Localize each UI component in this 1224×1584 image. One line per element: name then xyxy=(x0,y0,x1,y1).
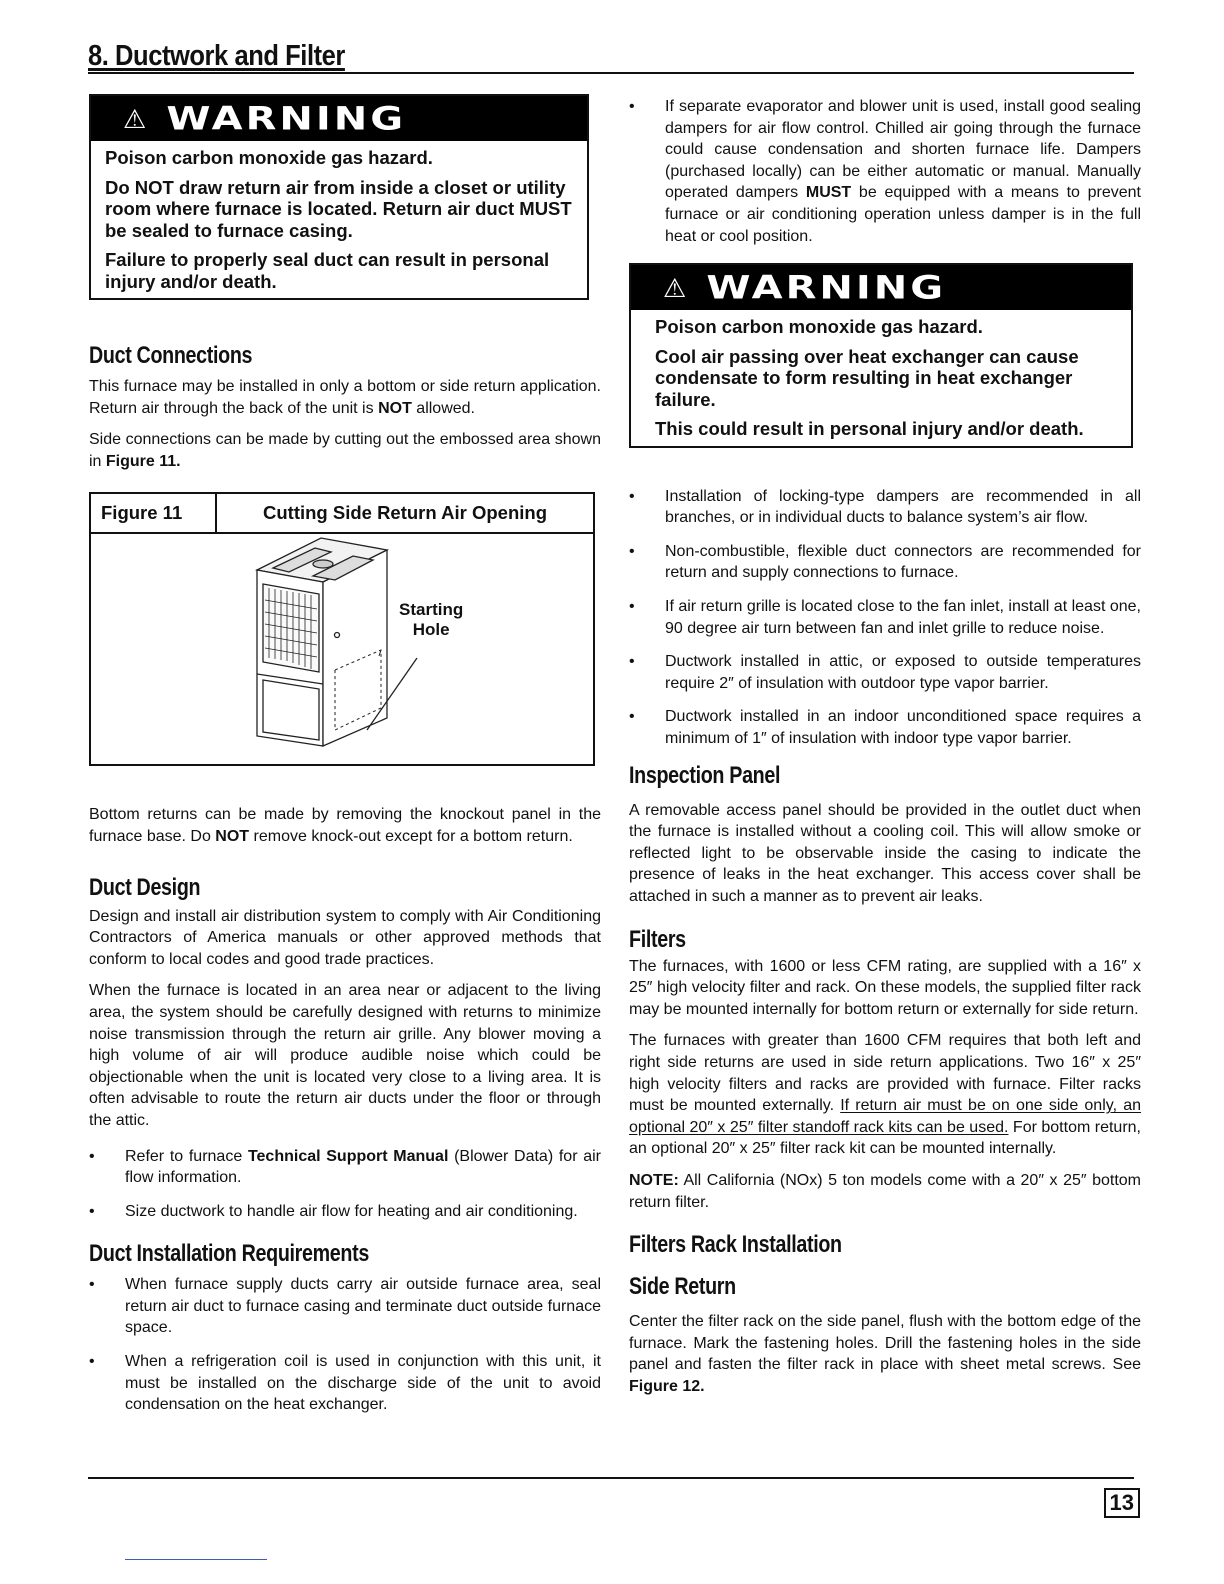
paragraph: Center the filter rack on the side panel, flush with the bottom edge of the furnace. Mark the fastening holes. Drill the fastening holes in the side panel and fasten the filter rack in place with sheet metal screws. See Figure 12. xyxy=(629,1313,1141,1395)
list-item: • Ductwork installed in an indoor unconditioned space requires a minimum of 1″ of insulation with indoor type vapor barrier. xyxy=(629,706,1141,749)
title-rule xyxy=(88,72,1134,74)
paragraph: A removable access panel should be provided in the outlet duct when the furnace is installed without a cooling coil. This will allow smoke or reflected light to be observable inside the casing to indicate the presence of leaks in the heat exchanger. This access cover shall be attached in such a manner as to prevent air leaks. xyxy=(629,801,1141,905)
right-column xyxy=(629,96,1141,1407)
footer-rule xyxy=(88,1477,1134,1479)
figure-header xyxy=(91,494,593,534)
page-number: 13 xyxy=(1104,1488,1140,1518)
furnace-illustration xyxy=(91,532,593,766)
bottom-decorative-line xyxy=(125,1559,267,1560)
list-item: • Non-combustible, flexible duct connectors are recommended for return and supply connections to furnace. xyxy=(629,541,1141,584)
section-heading-duct-installation: Duct Installation Requirements xyxy=(89,1240,369,1268)
note-paragraph: NOTE: All California (NOx) 5 ton models come with a 20″ x 25″ bottom return filter. xyxy=(629,1171,1141,1211)
page-title: 8. Ductwork and Filter xyxy=(88,40,345,72)
paragraph: When the furnace is located in an area near or adjacent to the living area, the system should be carefully designed with returns to minimize noise transmission through the return air grille. Any blower moving a high volume of air will produce audible noise which could be objectionable when the unit is located very close to a living area. It is often advisable to route the return air ducts under the floor or through the attic. xyxy=(89,982,601,1129)
warning-line: This could result in personal injury and/or death. xyxy=(655,418,1084,440)
warning-label: WARNING xyxy=(166,100,407,137)
paragraph: The furnaces, with 1600 or less CFM rating, are supplied with a 16″ x 25″ high velocity filter and rack. On these models, the supplied filter rack may be mounted internally for bottom return or externally for side return. xyxy=(629,957,1141,1018)
list-item: • Size ductwork to handle air flow for heating and air conditioning. xyxy=(89,1201,601,1223)
paragraph: Design and install air distribution system to comply with Air Conditioning Contractors of America manuals or other approved methods that conform to local codes and good trade practices. xyxy=(89,907,601,968)
starting-hole-label: Starting Hole xyxy=(399,600,464,640)
warning-triangle-icon: ⚠ xyxy=(663,272,687,303)
figure-11 xyxy=(89,492,595,766)
section-heading-inspection-panel: Inspection Panel xyxy=(629,761,781,789)
figure-number: Figure 11 xyxy=(91,494,217,532)
warning-line: Poison carbon monoxide gas hazard. xyxy=(105,147,433,168)
warning-body xyxy=(91,141,587,298)
bullet-list xyxy=(629,96,1141,247)
section-heading-filters-rack: Filters Rack Installation xyxy=(629,1231,842,1259)
list-item: • Ductwork installed in attic, or exposed to outside temperatures require 2″ of insulation with outdoor type vapor barrier. xyxy=(629,651,1141,694)
warning-line: Cool air passing over heat exchanger can cause condensate to form resulting in heat exchanger failure. xyxy=(655,345,1079,410)
paragraph: Bottom returns can be made by removing the knockout panel in the furnace base. Do NOT remove knock-out except for a bottom return. xyxy=(89,806,601,845)
list-item: • When a refrigeration coil is used in conjunction with this unit, it must be installed on the discharge side of the unit to avoid condensation on the heat exchanger. xyxy=(89,1351,601,1416)
paragraph: Side connections can be made by cutting out the embossed area shown in Figure 11. xyxy=(89,431,601,470)
warning-box-2 xyxy=(629,263,1133,448)
warning-line: Failure to properly seal duct can result in personal injury and/or death. xyxy=(105,249,550,292)
warning-triangle-icon: ⚠ xyxy=(123,103,147,134)
left-column xyxy=(89,94,601,1428)
warning-line: Poison carbon monoxide gas hazard. xyxy=(655,316,983,338)
section-heading-duct-design: Duct Design xyxy=(89,873,201,901)
warning-body xyxy=(631,310,1131,446)
warning-box-1 xyxy=(89,94,589,300)
section-heading-duct-connections: Duct Connections xyxy=(89,342,253,369)
figure-caption: Cutting Side Return Air Opening xyxy=(263,502,547,524)
warning-banner xyxy=(91,96,587,141)
section-heading-filters: Filters xyxy=(629,925,686,953)
warning-line: Do NOT draw return air from inside a closet or utility room where furnace is located. Return air duct MUST be sealed to furnace casing. xyxy=(105,176,572,241)
list-item: • If separate evaporator and blower unit is used, install good sealing dampers for air flow control. Chilled air going through the furnace could cause condensation and shorten furnace life. Dampers (purchased locally) can be either automatic or manual. Manually operated dampers MUST be equipped with a means to prevent furnace or air conditioning operation unless damper is in the full heat or cool position. xyxy=(629,96,1141,247)
bullet-list xyxy=(89,1274,601,1416)
paragraph: This furnace may be installed in only a bottom or side return application. Return air through the back of the unit is NOT allowed. xyxy=(89,378,601,417)
sub-heading-side-return: Side Return xyxy=(629,1273,736,1301)
list-item: • Installation of locking-type dampers are recommended in all branches, or in individual ducts to balance system’s air flow. xyxy=(629,486,1141,529)
list-item: • If air return grille is located close to the fan inlet, install at least one, 90 degree air turn between fan and inlet grille to reduce noise. xyxy=(629,596,1141,639)
list-item: • Refer to furnace Technical Support Manual (Blower Data) for air flow information. xyxy=(89,1146,601,1189)
bullet-list xyxy=(89,1146,601,1223)
paragraph: The furnaces with greater than 1600 CFM requires that both left and right side returns are used in side return applications. Two 16″ x 25″ high velocity filters and racks are provided with furnace. Filter racks must be mounted externally. If return air must be on one side only, an optional 20″ x 25″ filter standoff rack kits can be used. For bottom return, an optional 20″ x 25″ filter rack kit can be mounted internally. xyxy=(629,1032,1142,1158)
bullet-list xyxy=(629,486,1141,750)
list-item: • When furnace supply ducts carry air outside furnace area, seal return air duct to furnace casing and terminate duct outside furnace space. xyxy=(89,1274,601,1339)
warning-banner xyxy=(631,265,1131,310)
warning-label: WARNING xyxy=(706,269,947,307)
